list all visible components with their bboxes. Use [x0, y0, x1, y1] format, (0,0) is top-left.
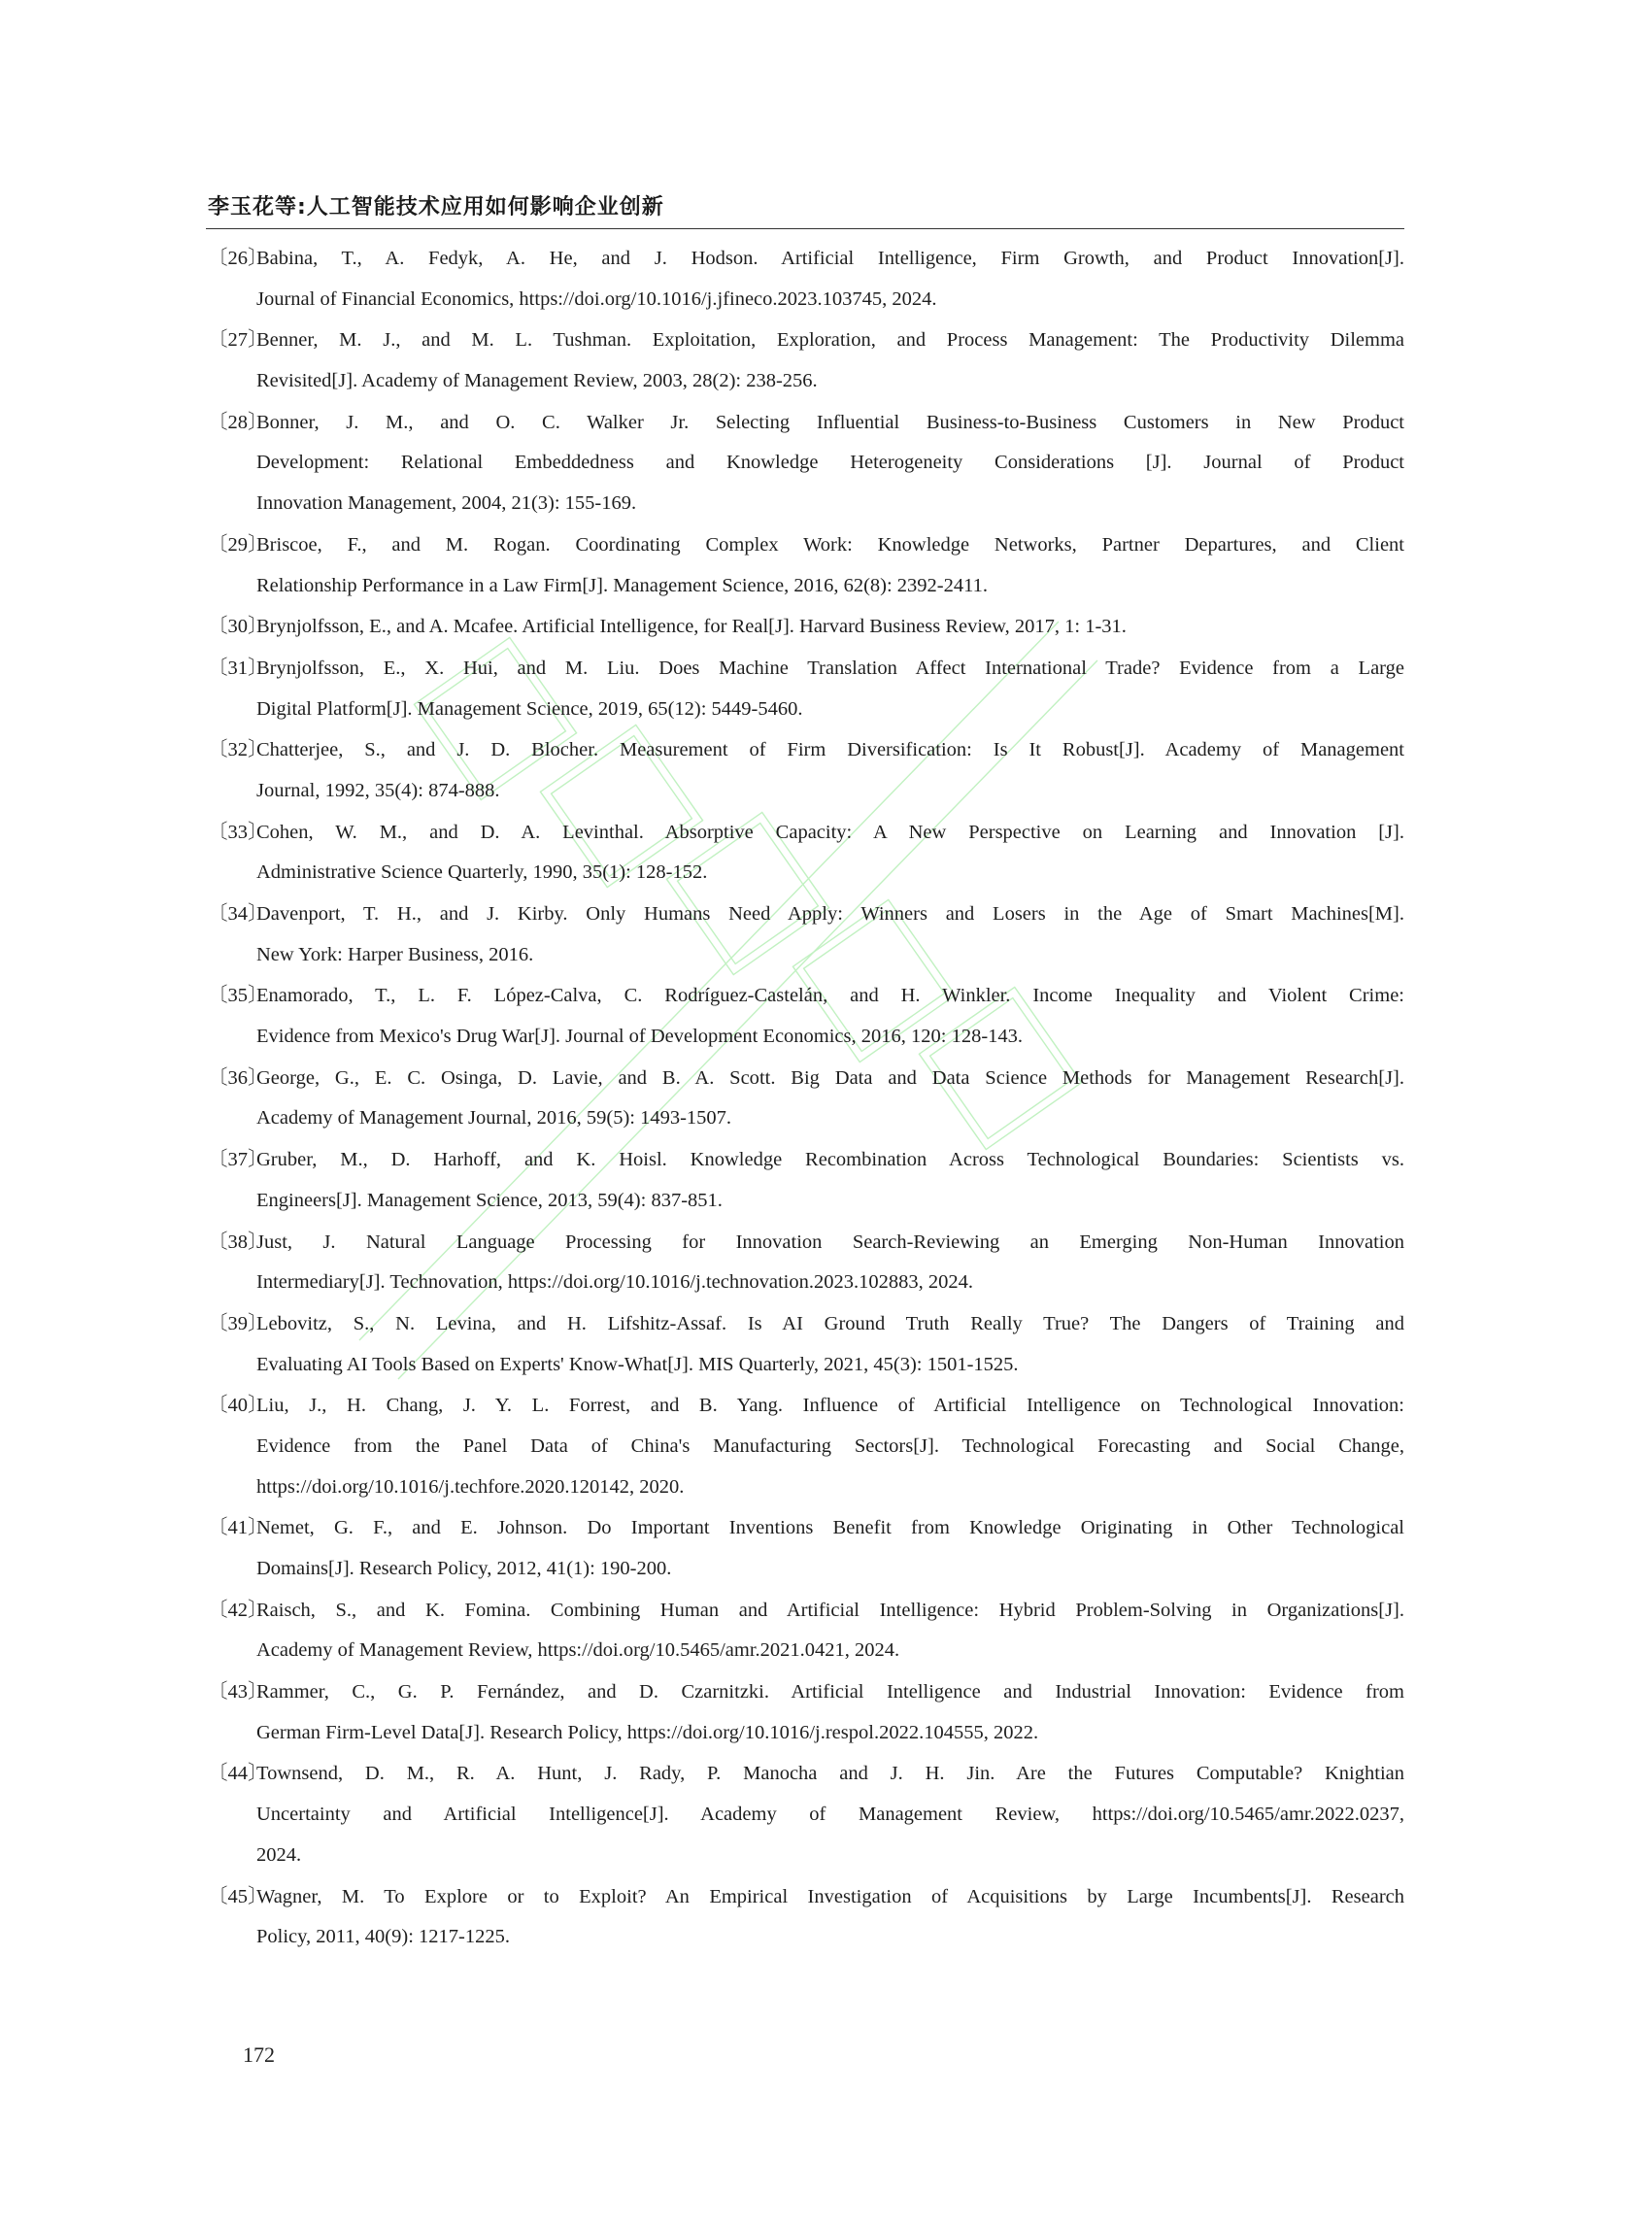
reference-continuation-line	[208, 1631, 1404, 1671]
reference-continuation-line	[208, 1549, 1404, 1590]
reference-number: 〔36〕	[208, 1066, 268, 1089]
reference-text: Wagner, M. To Explore or to Exploit? An Empirical Investigation of Acquisitions by Large Incumbents[J]. Research	[256, 1885, 1404, 1907]
reference-text: Babina, T., A. Fedyk, A. He, and J. Hodson. Artificial Intelligence, Firm Growth, and Product Innovation[J].	[256, 248, 1404, 269]
reference-item	[208, 239, 1404, 320]
reference-item	[208, 1386, 1404, 1508]
reference-text: Intermediary[J]. Technovation, https://doi.org/10.1016/j.technovation.2023.102883, 2024.	[256, 1271, 973, 1294]
reference-first-line	[208, 1877, 1404, 1918]
reference-text: Benner, M. J., and M. L. Tushman. Exploitation, Exploration, and Process Management: The Productivity Dilemma	[256, 329, 1404, 352]
reference-number: 〔30〕	[208, 616, 268, 638]
reference-item	[208, 1754, 1404, 1876]
reference-text: Domains[J]. Research Policy, 2012, 41(1): 190-200.	[256, 1558, 672, 1579]
reference-item	[208, 894, 1404, 976]
reference-text: Lebovitz, S., N. Levina, and H. Lifshitz-Assaf. Is AI Ground Truth Really True? The Dangers of Training and	[256, 1312, 1404, 1334]
reference-continuation-line	[208, 1017, 1404, 1058]
reference-item	[208, 1672, 1404, 1754]
reference-continuation-line	[208, 443, 1404, 484]
reference-text: https://doi.org/10.1016/j.techfore.2020.120142, 2020.	[256, 1475, 685, 1498]
reference-text: Just, J. Natural Language Processing for Innovation Search-Reviewing an Emerging Non-Human Innovation	[256, 1231, 1404, 1253]
reference-continuation-line	[208, 566, 1404, 607]
reference-text: Davenport, T. H., and J. Kirby. Only Humans Need Apply: Winners and Losers in the Age of Smart Machines[M].	[256, 903, 1404, 925]
reference-item	[208, 525, 1404, 607]
reference-text: Development: Relational Embeddedness and Knowledge Heterogeneity Considerations [J]. Journal of Product	[256, 452, 1404, 474]
reference-text: 2024.	[256, 1843, 302, 1866]
reference-number: 〔29〕	[208, 533, 268, 556]
reference-continuation-line	[208, 484, 1404, 524]
reference-text: Uncertainty and Artificial Intelligence[J]. Academy of Management Review, https://doi.org/10.5465/amr.2022.0237,	[256, 1804, 1404, 1826]
reference-first-line	[208, 525, 1404, 566]
reference-continuation-line	[208, 1427, 1404, 1467]
reference-text: Townsend, D. M., R. A. Hunt, J. Rady, P. Manocha and J. H. Jin. Are the Futures Computable? Knightian	[256, 1763, 1404, 1785]
reference-number: 〔31〕	[208, 657, 268, 679]
reference-item	[208, 1304, 1404, 1386]
reference-text: Relationship Performance in a Law Firm[J]. Management Science, 2016, 62(8): 2392-2411.	[256, 574, 988, 596]
reference-text: Gruber, M., D. Harhoff, and K. Hoisl. Knowledge Recombination Across Technological Boundaries: Scientists vs.	[256, 1149, 1404, 1171]
reference-number: 〔39〕	[208, 1312, 268, 1334]
reference-text: German Firm-Level Data[J]. Research Policy, https://doi.org/10.1016/j.respol.2022.104555, 2022.	[256, 1721, 1039, 1743]
reference-text: Evidence from the Panel Data of China's Manufacturing Sectors[J]. Technological Forecasting and Social Change,	[256, 1434, 1404, 1457]
reference-first-line	[208, 976, 1404, 1017]
running-head: 李玉花等:人工智能技术应用如何影响企业创新	[208, 195, 664, 219]
reference-continuation-line	[208, 771, 1404, 812]
reference-first-line	[208, 1304, 1404, 1345]
reference-text: Nemet, G. F., and E. Johnson. Do Important Inventions Benefit from Knowledge Originating in Other Technological	[256, 1517, 1404, 1539]
reference-first-line	[208, 1508, 1404, 1549]
reference-text: Evidence from Mexico's Drug War[J]. Journal of Development Economics, 2016, 120: 128-143.	[256, 1026, 1024, 1048]
reference-number: 〔34〕	[208, 903, 268, 925]
reference-first-line	[208, 1140, 1404, 1181]
reference-first-line	[208, 1672, 1404, 1713]
reference-continuation-line	[208, 1181, 1404, 1222]
reference-number: 〔27〕	[208, 329, 268, 352]
reference-item	[208, 1140, 1404, 1222]
reference-continuation-line	[208, 1836, 1404, 1876]
reference-text: Journal of Financial Economics, https://doi.org/10.1016/j.jfineco.2023.103745, 2024.	[256, 287, 937, 310]
reference-text: Digital Platform[J]. Management Science, 2019, 65(12): 5449-5460.	[256, 697, 803, 720]
reference-continuation-line	[208, 1098, 1404, 1139]
reference-number: 〔40〕	[208, 1395, 268, 1417]
reference-text: Brynjolfsson, E., and A. Mcafee. Artificial Intelligence, for Real[J]. Harvard Business Review, 2017, 1: 1-31.	[256, 616, 1127, 638]
reference-text: Engineers[J]. Management Science, 2013, 59(4): 837-851.	[256, 1189, 723, 1211]
reference-first-line	[208, 649, 1404, 690]
reference-text: Liu, J., H. Chang, J. Y. L. Forrest, and B. Yang. Influence of Artificial Intelligence on Technological Innovation:	[256, 1395, 1404, 1417]
reference-item	[208, 403, 1404, 525]
reference-number: 〔32〕	[208, 739, 268, 761]
reference-text: Policy, 2011, 40(9): 1217-1225.	[256, 1926, 510, 1948]
reference-text: Rammer, C., G. P. Fernández, and D. Czarnitzki. Artificial Intelligence and Industrial Innovation: Evidence from	[256, 1681, 1404, 1703]
reference-number: 〔35〕	[208, 985, 268, 1007]
reference-text: George, G., E. C. Osinga, D. Lavie, and B. A. Scott. Big Data and Data Science Methods for Management Research[J].	[256, 1066, 1404, 1089]
reference-continuation-line	[208, 690, 1404, 730]
reference-first-line	[208, 1754, 1404, 1795]
reference-text: Academy of Management Review, https://doi.org/10.5465/amr.2021.0421, 2024.	[256, 1639, 900, 1662]
reference-text: Journal, 1992, 35(4): 874-888.	[256, 779, 500, 801]
reference-first-line	[208, 1386, 1404, 1427]
reference-list	[208, 239, 1404, 1959]
reference-text: Bonner, J. M., and O. C. Walker Jr. Selecting Influential Business-to-Business Customers in New Product	[256, 411, 1404, 433]
reference-item	[208, 649, 1404, 730]
page-number: 172	[243, 2042, 275, 2067]
header-rule	[206, 228, 1404, 229]
reference-continuation-line	[208, 935, 1404, 976]
reference-item	[208, 1591, 1404, 1672]
reference-first-line	[208, 403, 1404, 444]
reference-number: 〔42〕	[208, 1599, 268, 1621]
reference-first-line	[208, 1223, 1404, 1264]
reference-text: Enamorado, T., L. F. López-Calva, C. Rodríguez-Castelán, and H. Winkler. Income Inequality and Violent Crime:	[256, 985, 1404, 1007]
reference-item	[208, 1877, 1404, 1959]
reference-item	[208, 1223, 1404, 1304]
reference-first-line	[208, 1059, 1404, 1099]
reference-first-line	[208, 239, 1404, 280]
reference-continuation-line	[208, 1467, 1404, 1508]
reference-continuation-line	[208, 1795, 1404, 1836]
reference-text: New York: Harper Business, 2016.	[256, 943, 534, 965]
reference-item	[208, 320, 1404, 402]
reference-text: Cohen, W. M., and D. A. Levinthal. Absorptive Capacity: A New Perspective on Learning and Innovation [J].	[256, 821, 1404, 843]
reference-number: 〔43〕	[208, 1681, 268, 1703]
reference-text: Academy of Management Journal, 2016, 59(5): 1493-1507.	[256, 1107, 732, 1130]
reference-first-line	[208, 813, 1404, 854]
reference-first-line	[208, 320, 1404, 361]
reference-number: 〔28〕	[208, 411, 268, 433]
reference-text: Chatterjee, S., and J. D. Blocher. Measurement of Firm Diversification: Is It Robust[J]. Academy of Management	[256, 739, 1404, 761]
reference-item	[208, 976, 1404, 1058]
reference-text: Briscoe, F., and M. Rogan. Coordinating Complex Work: Knowledge Networks, Partner Departures, and Client	[256, 533, 1404, 556]
reference-text: Administrative Science Quarterly, 1990, 35(1): 128-152.	[256, 861, 708, 884]
reference-continuation-line	[208, 361, 1404, 402]
reference-continuation-line	[208, 1917, 1404, 1958]
reference-text: Evaluating AI Tools Based on Experts' Know-What[J]. MIS Quarterly, 2021, 45(3): 1501-1525.	[256, 1353, 1019, 1375]
reference-item	[208, 1059, 1404, 1140]
reference-text: Raisch, S., and K. Fomina. Combining Human and Artificial Intelligence: Hybrid Problem-Solving in Organizations[J].	[256, 1599, 1404, 1621]
reference-number: 〔37〕	[208, 1149, 268, 1171]
reference-continuation-line	[208, 853, 1404, 894]
reference-text: Brynjolfsson, E., X. Hui, and M. Liu. Does Machine Translation Affect International Trade? Evidence from a Large	[256, 657, 1404, 679]
reference-number: 〔44〕	[208, 1763, 268, 1785]
reference-item	[208, 607, 1404, 649]
reference-item	[208, 1508, 1404, 1590]
reference-first-line	[208, 730, 1404, 771]
reference-item	[208, 730, 1404, 812]
reference-number: 〔33〕	[208, 821, 268, 843]
reference-continuation-line	[208, 280, 1404, 320]
reference-text: Revisited[J]. Academy of Management Review, 2003, 28(2): 238-256.	[256, 370, 818, 392]
reference-continuation-line	[208, 1345, 1404, 1386]
reference-number: 〔45〕	[208, 1885, 268, 1907]
reference-text: Innovation Management, 2004, 21(3): 155-169.	[256, 492, 637, 515]
reference-number: 〔41〕	[208, 1517, 268, 1539]
reference-first-line	[208, 894, 1404, 935]
reference-number: 〔26〕	[208, 248, 268, 269]
reference-first-line	[208, 607, 1404, 648]
reference-continuation-line	[208, 1263, 1404, 1303]
reference-number: 〔38〕	[208, 1231, 268, 1253]
reference-continuation-line	[208, 1713, 1404, 1754]
reference-first-line	[208, 1591, 1404, 1632]
reference-item	[208, 813, 1404, 894]
